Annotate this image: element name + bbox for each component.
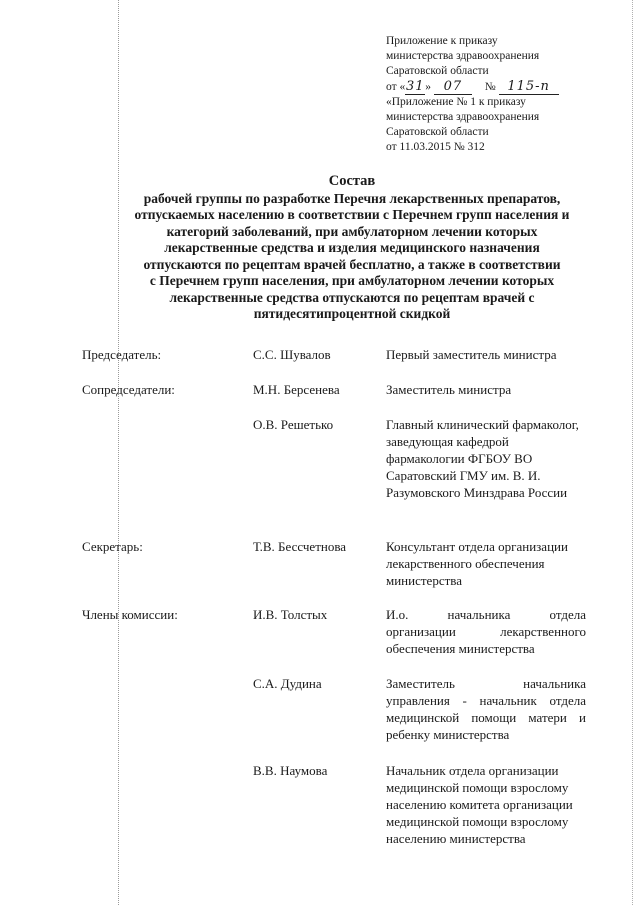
- title-line: категорий заболеваний, при амбулаторном лечении которых: [166, 223, 538, 239]
- member-position: Первый заместитель министра: [386, 347, 557, 362]
- date-month: 07: [434, 79, 472, 95]
- member-role: Сопредседатели:: [82, 382, 175, 397]
- member-role: Секретарь:: [82, 539, 143, 554]
- annex-line: Саратовской области: [386, 65, 489, 77]
- member-name: М.Н. Берсенева: [253, 382, 340, 397]
- member-name: С.С. Шувалов: [253, 347, 331, 362]
- annex-line: министерства здравоохранения: [386, 50, 540, 62]
- member-position: Заместитель министра: [386, 382, 512, 397]
- annex-line: Приложение к приказу: [386, 35, 498, 47]
- order-number: 115-п: [499, 79, 559, 95]
- date-prefix: от «: [386, 81, 406, 93]
- date-day: 31: [405, 79, 425, 94]
- annex-line: «Приложение № 1 к приказу: [386, 96, 526, 108]
- title-line: отпускаются по рецептам врачей бесплатно, а также в соответствии: [143, 256, 561, 272]
- member-role: Члены комиссии:: [82, 607, 178, 622]
- member-name: В.В. Наумова: [253, 763, 328, 778]
- member-position: Заместитель начальника управления - начальник отдела медицинской помощи матери и ребенку министерства: [386, 676, 586, 742]
- annex-line: от 11.03.2015 № 312: [386, 141, 485, 153]
- title-line: с Перечнем групп населения, при амбулаторном лечении которых: [149, 273, 555, 288]
- number-sign: №: [484, 81, 496, 93]
- annex-line: министерства здравоохранения: [386, 111, 540, 123]
- title-line: пятидесятипроцентной скидкой: [253, 306, 451, 321]
- title-line: рабочей группы по разработке Перечня лекарственных препаратов,: [143, 190, 561, 206]
- annex-line: Саратовской области: [386, 126, 489, 138]
- member-position: И.о. начальника отдела организации лекарственного обеспечения министерства: [386, 607, 586, 656]
- title-heading: Состав: [328, 173, 376, 189]
- member-position: Начальник отдела организации медицинской помощи взрослому населению комитета организации медицинской помощи взрослому населению министерства: [386, 763, 573, 846]
- member-name: И.В. Толстых: [253, 607, 328, 622]
- member-name: О.В. Решетько: [253, 417, 334, 432]
- title-line: лекарственные средства отпускаются по рецептам врачей с: [169, 289, 535, 305]
- title-line: лекарственные средства и изделия медицинского назначения: [164, 240, 540, 255]
- member-role: Председатель:: [82, 347, 162, 362]
- title-line: отпускаемых населению в соответствии с Перечнем групп населения и: [134, 207, 570, 222]
- member-name: С.А. Дудина: [253, 676, 322, 691]
- member-position: Главный клинический фармаколог, заведующая кафедрой фармакологии ФГБОУ ВО Саратовский ГМУ им. В. И. Разумовского Минздрава России: [386, 417, 579, 500]
- date-mid: »: [425, 81, 431, 93]
- member-position: Консультант отдела организации лекарственного обеспечения министерства: [386, 539, 568, 588]
- member-name: Т.В. Бессчетнова: [253, 539, 347, 554]
